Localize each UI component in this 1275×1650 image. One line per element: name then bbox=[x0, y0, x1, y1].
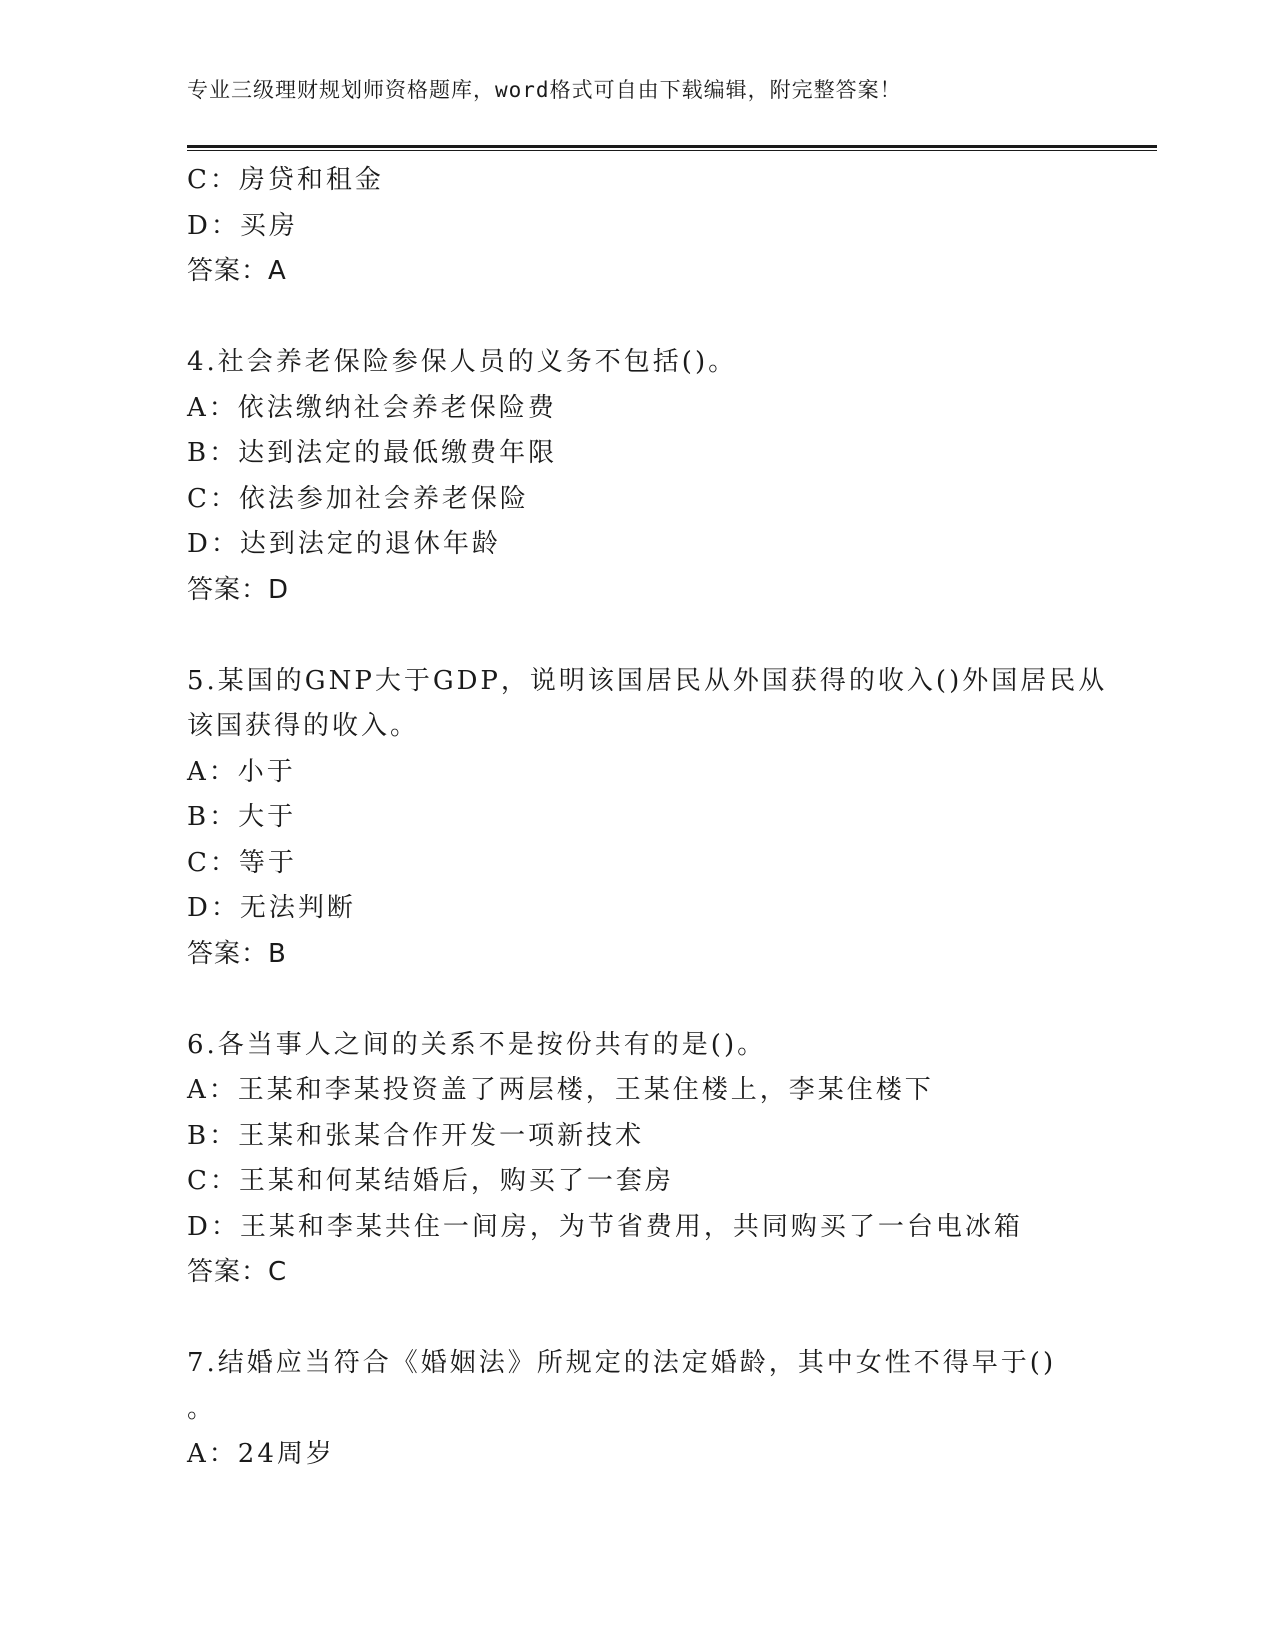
answer-line: 答案：D bbox=[187, 574, 290, 605]
answer-line: 答案：A bbox=[187, 256, 287, 286]
question-5 bbox=[187, 659, 1108, 978]
question-stem-line-2: 该国获得的收入。 bbox=[187, 711, 420, 741]
spacer bbox=[187, 1296, 1087, 1342]
question-7 bbox=[187, 1341, 1087, 1478]
question-content bbox=[187, 158, 1108, 1478]
question-4 bbox=[187, 340, 1087, 613]
header-rule-thick bbox=[187, 145, 1157, 148]
option-a: A：依法缴纳社会养老保险费 bbox=[187, 392, 557, 423]
option-a: A：王某和李某投资盖了两层楼，王某住楼上，李某住楼下 bbox=[187, 1075, 934, 1105]
option-c: C：王某和何某结婚后，购买了一套房 bbox=[187, 1166, 674, 1196]
answer-line: 答案：C bbox=[187, 1257, 288, 1287]
question-6 bbox=[187, 1023, 1087, 1296]
question-stem: 4.社会养老保险参保人员的义务不包括()。 bbox=[187, 347, 738, 377]
spacer bbox=[187, 977, 1087, 1023]
spacer bbox=[187, 613, 1087, 659]
option-b: B：达到法定的最低缴费年限 bbox=[187, 438, 558, 468]
answer-line: 答案：B bbox=[187, 938, 287, 969]
spacer bbox=[187, 295, 1087, 341]
page-header: 专业三级理财规划师资格题库，word格式可自由下载编辑，附完整答案！ bbox=[187, 78, 902, 102]
question-stem-line-1: 7.结婚应当符合《婚姻法》所规定的法定婚龄，其中女性不得早于() bbox=[187, 1348, 1057, 1378]
option-d: D：无法判断 bbox=[187, 893, 356, 923]
option-a: A：24周岁 bbox=[187, 1439, 335, 1469]
option-c: C：等于 bbox=[187, 847, 297, 878]
header-rule-thin bbox=[187, 150, 1157, 151]
option-d: D：买房 bbox=[187, 210, 298, 241]
option-d: D：王某和李某共住一间房，为节省费用，共同购买了一台电冰箱 bbox=[187, 1211, 1023, 1242]
option-a: A：小于 bbox=[187, 756, 296, 787]
option-b: B：大于 bbox=[187, 802, 297, 832]
question-stem-line-2: 。 bbox=[187, 1393, 217, 1424]
option-c: C：房贷和租金 bbox=[187, 165, 384, 195]
question-stem-line-1: 5.某国的GNP大于GDP，说明该国居民从外国获得的收入()外国居民从 bbox=[187, 665, 1108, 696]
question-stem: 6.各当事人之间的关系不是按份共有的是()。 bbox=[187, 1029, 767, 1060]
option-d: D：达到法定的退休年龄 bbox=[187, 529, 501, 559]
question-3-tail bbox=[187, 158, 1087, 295]
option-c: C：依法参加社会养老保险 bbox=[187, 483, 529, 514]
option-b: B：王某和张某合作开发一项新技术 bbox=[187, 1120, 645, 1151]
